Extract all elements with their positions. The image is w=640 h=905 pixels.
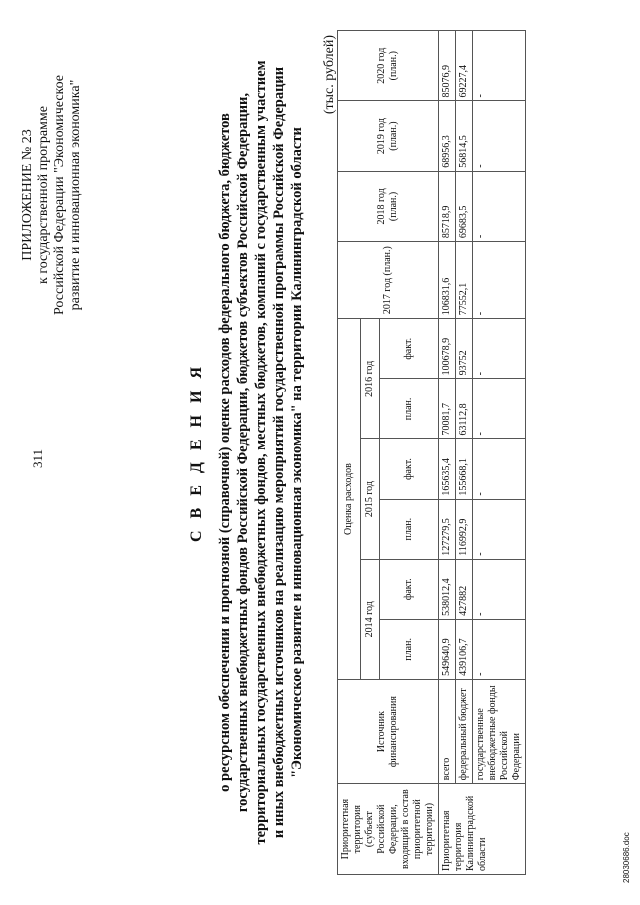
document-footer: 28030686.doc — [622, 832, 631, 883]
header-2020: 2020 год (план.) — [338, 31, 439, 101]
value-cell: 70081,7 — [439, 379, 456, 439]
value-cell: 69227,4 — [456, 31, 473, 101]
table-row — [456, 31, 473, 875]
value-cell: - — [473, 499, 526, 559]
header-fact: факт. — [380, 319, 439, 379]
title-line: "Экономическое развитие и инновационная экономика" на территории Калининградской области — [289, 127, 305, 778]
value-cell: - — [473, 101, 526, 171]
value-cell: 85076,9 — [439, 31, 456, 101]
appendix-block — [20, 45, 84, 345]
header-2014: 2014 год — [361, 559, 380, 679]
value-cell: 439106,7 — [456, 619, 473, 679]
header-fact: факт. — [380, 439, 439, 499]
value-cell: 538012,4 — [439, 559, 456, 619]
value-cell: - — [473, 619, 526, 679]
value-cell: 56814,5 — [456, 101, 473, 171]
header-2016: 2016 год — [361, 319, 380, 439]
header-2015: 2015 год — [361, 439, 380, 559]
appendix-number: ПРИЛОЖЕНИЕ № 23 — [20, 129, 35, 261]
document-title — [188, 40, 306, 865]
value-cell: 68956,3 — [439, 101, 456, 171]
appendix-line: Российской Федерации "Экономическое — [52, 74, 67, 316]
units-label: (тыс. рублей) — [322, 35, 337, 115]
value-cell: - — [473, 31, 526, 101]
value-cell: - — [473, 319, 526, 379]
title-line: территориальных государственных внебюджетных фондов, местных бюджетов, компаний с государственным участием — [253, 60, 269, 845]
table-row — [473, 31, 526, 875]
value-cell: 155668,1 — [456, 439, 473, 499]
value-cell: - — [473, 439, 526, 499]
value-cell: 427882 — [456, 559, 473, 619]
value-cell: 93752 — [456, 319, 473, 379]
header-source: Источник финансирования — [338, 679, 439, 783]
source-cell: всего — [439, 679, 456, 783]
header-territory: Приоритетная территория (субъект Российской Федерации, входящий в состав приоритетной территории) — [338, 784, 439, 875]
header-2019: 2019 год (план.) — [338, 101, 439, 171]
page-number: 311 — [30, 448, 45, 468]
value-cell: 116992,9 — [456, 499, 473, 559]
value-cell: 106831,6 — [439, 242, 456, 319]
value-cell: 100678,9 — [439, 319, 456, 379]
appendix-line: к государственной программе — [36, 106, 51, 284]
header-2017: 2017 год (план.) — [338, 242, 439, 319]
title-heading: С В Е Д Е Н И Я — [188, 362, 205, 543]
table-row — [439, 31, 456, 875]
header-plan: план. — [380, 379, 439, 439]
header-plan: план. — [380, 619, 439, 679]
title-line: о ресурсном обеспечении и прогнозной (справочной) оценке расходов федерального бюджета, бюджетов — [217, 113, 233, 792]
value-cell: - — [473, 559, 526, 619]
resources-table — [337, 30, 526, 875]
value-cell: - — [473, 242, 526, 319]
title-line: государственных внебюджетных фондов Российской Федерации, бюджетов субъектов Российской Федерации, — [235, 92, 251, 813]
source-cell: государственные внебюджетные фонды Российской Федерации — [473, 679, 526, 783]
value-cell: 165635,4 — [439, 439, 456, 499]
header-group: Оценка расходов — [338, 319, 361, 680]
appendix-line: развитие и инновационная экономика" — [68, 79, 83, 311]
value-cell: 549640,9 — [439, 619, 456, 679]
value-cell: 77552,1 — [456, 242, 473, 319]
value-cell: - — [473, 379, 526, 439]
territory-cell: Приоритетная территория Калининградской области — [439, 784, 526, 875]
value-cell: 63112,8 — [456, 379, 473, 439]
value-cell: - — [473, 171, 526, 241]
header-fact: факт. — [380, 559, 439, 619]
value-cell: 85718,9 — [439, 171, 456, 241]
header-2018: 2018 год (план.) — [338, 171, 439, 241]
header-plan: план. — [380, 499, 439, 559]
value-cell: 69683,5 — [456, 171, 473, 241]
value-cell: 127279,5 — [439, 499, 456, 559]
source-cell: федеральный бюджет — [456, 679, 473, 783]
title-line: и иных внебюджетных источников на реализацию мероприятий государственной программы Российской Федерации — [271, 66, 287, 839]
